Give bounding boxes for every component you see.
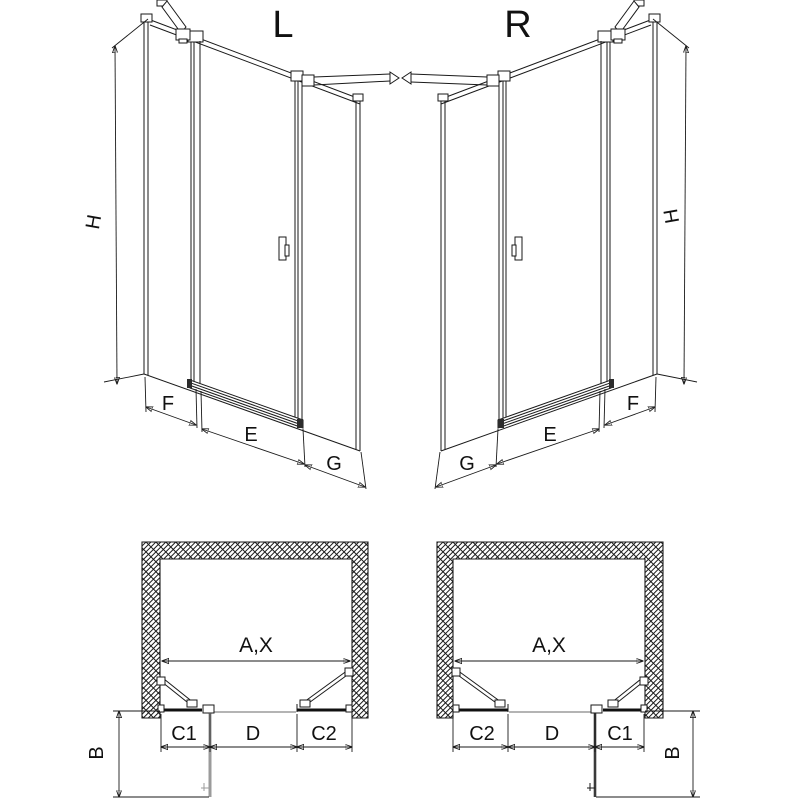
dim-label-h-right: H — [660, 207, 685, 226]
divider-top-cap — [498, 71, 510, 81]
dim-label-f-right: F — [626, 393, 640, 415]
bottom-rail — [187, 379, 303, 428]
wall-support-bracket-icon — [157, 0, 190, 43]
dim-label-b-right: B — [662, 746, 684, 760]
dimensions-elevation-left — [82, 19, 366, 489]
stabilizer-bar-icon — [302, 72, 399, 86]
wall-support-bracket-icon — [611, 0, 644, 43]
support-brace-left — [452, 668, 505, 707]
door-handle-icon — [512, 237, 522, 260]
dimensions-elevation-right — [435, 19, 697, 489]
dim-label-g-left: G — [326, 453, 342, 475]
stabilizer-bar-icon — [402, 72, 499, 86]
dim-label-ax-left: A,X — [239, 634, 273, 657]
dim-label-e-left: E — [244, 424, 258, 446]
wall-hatch — [142, 542, 368, 718]
elevation-right-view — [402, 0, 697, 489]
dim-label-h-left: H — [82, 212, 107, 231]
dim-label-c2-right: C2 — [469, 723, 495, 745]
divider-top-cap — [291, 71, 303, 81]
dimensions-plan-right — [453, 711, 700, 797]
panel-top-cap — [141, 14, 152, 22]
variant-right-title: R — [504, 4, 532, 46]
plan-right-view — [437, 542, 700, 797]
support-brace-right — [300, 668, 353, 707]
dim-label-e-right: E — [543, 424, 557, 446]
elevation-left-view — [82, 0, 399, 489]
support-brace-left — [157, 677, 197, 707]
support-brace-right — [608, 677, 648, 707]
dim-label-d-left: D — [245, 723, 261, 745]
panel-top-cap — [353, 94, 363, 101]
dim-label-d-right: D — [544, 723, 560, 745]
dimension-niche-width — [162, 634, 350, 661]
dim-label-ax-right: A,X — [532, 634, 566, 657]
dimension-niche-width — [455, 634, 643, 661]
dim-label-g-right: G — [459, 453, 475, 475]
variant-left-title: L — [272, 4, 294, 46]
dim-label-f-left: F — [161, 393, 175, 415]
wall-hatch — [437, 542, 663, 718]
bottom-rail — [498, 379, 614, 428]
dim-label-c2-left: C2 — [311, 723, 337, 745]
hinge-hardware — [591, 705, 602, 713]
dim-label-c1-right: C1 — [607, 723, 633, 745]
panel-top-cap — [649, 14, 660, 22]
dim-label-b-left: B — [86, 746, 108, 760]
dim-label-c1-left: C1 — [171, 723, 197, 745]
plan-left-view — [86, 542, 368, 797]
door-handle-icon — [279, 237, 289, 260]
panel-top-cap — [438, 94, 448, 101]
glass-panels-left — [141, 14, 363, 451]
dimensions-plan-left — [86, 711, 352, 797]
glass-panels-right — [438, 14, 660, 451]
hinge-hardware — [203, 705, 214, 713]
